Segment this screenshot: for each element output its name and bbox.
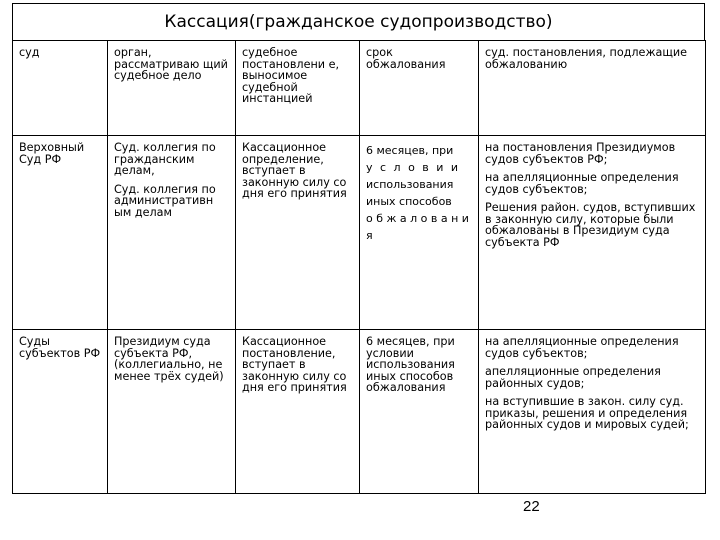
header-term: срок обжалования — [360, 41, 479, 136]
row-court: Суды субъектов РФ — [13, 330, 108, 494]
subject-item: на вступившие в закон. силу суд. приказы, решения и определения районных судов и мировых судей; — [485, 395, 689, 431]
subject-item: на апелляционные определения судов субъектов; — [485, 171, 679, 196]
header-court: суд — [13, 41, 108, 136]
cassation-table — [12, 40, 706, 494]
row-subject — [479, 330, 706, 494]
term-line: у с л о в и и — [366, 161, 461, 174]
row-court: Верховный Суд РФ — [13, 136, 108, 330]
table-row — [13, 136, 706, 330]
subject-item: апелляционные определения районных судов; — [485, 365, 661, 390]
row-body-line: Президиум суда субъекта РФ, (коллегиально, не менее трёх судей) — [114, 335, 224, 383]
header-act: судебное постановлени е, выносимое судебной инстанцией — [236, 41, 360, 136]
row-body — [108, 136, 236, 330]
subject-item: на апелляционные определения судов субъектов; — [485, 335, 679, 360]
row-body-line: Суд. коллегия по гражданским делам, — [114, 141, 216, 177]
row-act: Кассационное определение, вступает в законную силу со дня его принятия — [236, 136, 360, 330]
term-line: 6 месяцев, при — [366, 144, 454, 157]
header-body: орган, рассматриваю щий судебное дело — [108, 41, 236, 136]
page-number: 22 — [523, 498, 540, 515]
term-line: использования — [366, 178, 454, 191]
table-row — [13, 330, 706, 494]
header-row — [13, 41, 706, 136]
row-subject — [479, 136, 706, 330]
term-line: о б ж а л о в а н и я — [366, 212, 469, 242]
subject-item: Решения район. судов, вступивших в законную силу, которые были обжалованы в Президиум суда субъекта РФ — [485, 201, 696, 249]
row-term — [360, 136, 479, 330]
row-term: 6 месяцев, при условии использования иных способов обжалования — [360, 330, 479, 494]
row-body — [108, 330, 236, 494]
subject-item: на постановления Президиумов судов субъектов РФ; — [485, 141, 676, 166]
slide-title: Кассация(гражданское судопроизводство) — [12, 3, 705, 40]
header-subject: суд. постановления, подлежащие обжалованию — [479, 41, 706, 136]
row-act: Кассационное постановление, вступает в законную силу со дня его принятия — [236, 330, 360, 494]
row-body-line: Суд. коллегия по административн ым делам — [114, 182, 216, 219]
term-line: иных способов — [366, 195, 452, 208]
